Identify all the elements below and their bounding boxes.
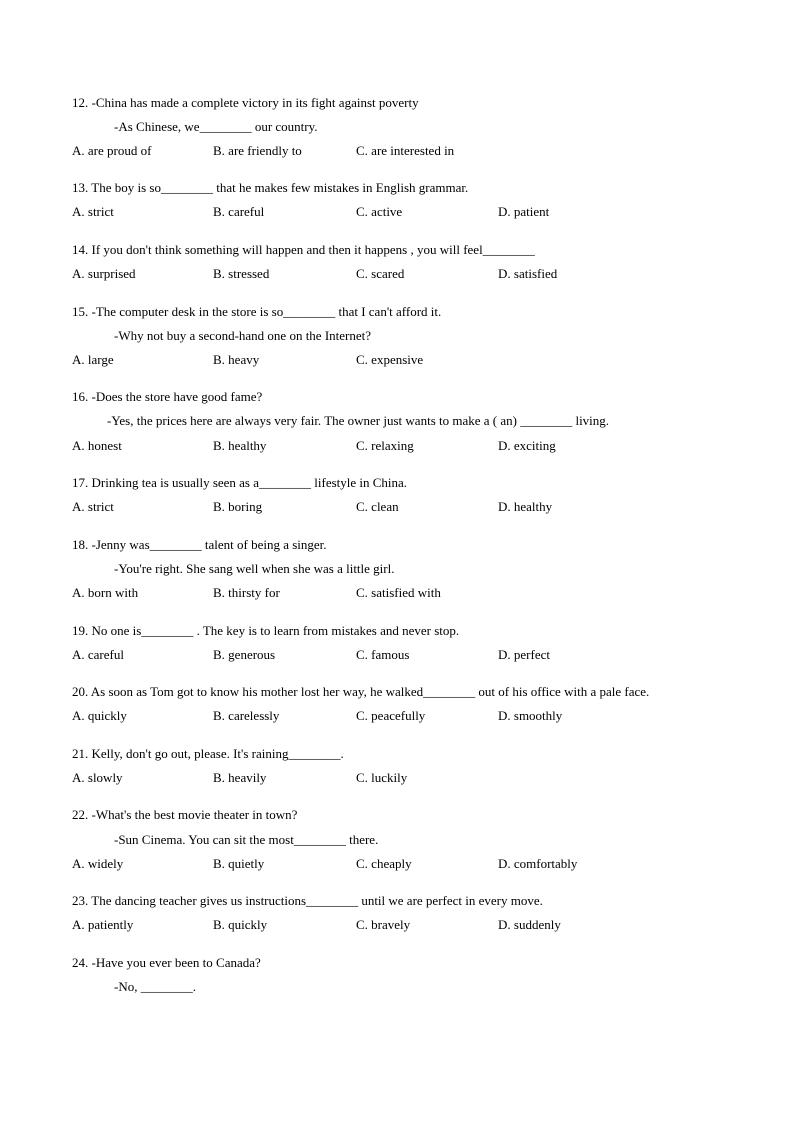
question-20-text: 20. As soon as Tom got to know his mother lost her way, he walked________ out of his office with a pale face. <box>72 684 650 699</box>
option-14-c: C. scared <box>356 266 405 281</box>
option-23-c: C. bravely <box>356 917 411 932</box>
option-17-c: C. clean <box>356 499 399 514</box>
option-21-a: A. slowly <box>72 770 123 785</box>
option-13-d: D. patient <box>498 204 550 219</box>
option-19-b: B. generous <box>213 647 276 662</box>
option-21-c: C. luckily <box>356 770 408 785</box>
question-16-text: 16. -Does the store have good fame? <box>72 389 263 404</box>
option-16-a: A. honest <box>72 438 122 453</box>
option-13-c: C. active <box>356 204 403 219</box>
option-17-b: B. boring <box>213 499 263 514</box>
question-24-reply: -No, ________. <box>114 979 196 994</box>
option-19-a: A. careful <box>72 647 124 662</box>
option-22-d: D. comfortably <box>498 856 578 871</box>
option-19-c: C. famous <box>356 647 410 662</box>
option-20-a: A. quickly <box>72 708 127 723</box>
question-12-reply: -As Chinese, we________ our country. <box>114 119 318 134</box>
option-13-a: A. strict <box>72 204 114 219</box>
option-14-d: D. satisfied <box>498 266 558 281</box>
option-17-d: D. healthy <box>498 499 553 514</box>
option-16-d: D. exciting <box>498 438 556 453</box>
option-16-b: B. healthy <box>213 438 267 453</box>
question-15-reply: -Why not buy a second-hand one on the Internet? <box>114 328 372 343</box>
option-20-c: C. peacefully <box>356 708 426 723</box>
option-22-a: A. widely <box>72 856 124 871</box>
option-17-a: A. strict <box>72 499 114 514</box>
option-14-a: A. surprised <box>72 266 136 281</box>
question-12-text: 12. -China has made a complete victory in its fight against poverty <box>72 95 419 110</box>
option-12-c: C. are interested in <box>356 143 455 158</box>
question-15-text: 15. -The computer desk in the store is so________ that I can't afford it. <box>72 304 442 319</box>
question-18-reply: -You're right. She sang well when she was a little girl. <box>114 561 395 576</box>
option-12-b: B. are friendly to <box>213 143 302 158</box>
option-19-d: D. perfect <box>498 647 550 662</box>
question-21-text: 21. Kelly, don't go out, please. It's raining________. <box>72 746 344 761</box>
question-23-text: 23. The dancing teacher gives us instructions________ until we are perfect in every move. <box>72 893 543 908</box>
question-13-text: 13. The boy is so________ that he makes few mistakes in English grammar. <box>72 180 469 195</box>
option-22-b: B. quietly <box>213 856 265 871</box>
option-15-a: A. large <box>72 352 114 367</box>
option-23-b: B. quickly <box>213 917 268 932</box>
option-18-b: B. thirsty for <box>213 585 280 600</box>
question-22-text: 22. -What's the best movie theater in town? <box>72 807 298 822</box>
option-14-b: B. stressed <box>213 266 270 281</box>
option-21-b: B. heavily <box>213 770 267 785</box>
option-20-b: B. carelessly <box>213 708 280 723</box>
option-23-a: A. patiently <box>72 917 134 932</box>
question-16-reply: -Yes, the prices here are always very fair. The owner just wants to make a ( an) ________ living. <box>107 413 610 428</box>
question-24-text: 24. -Have you ever been to Canada? <box>72 955 261 970</box>
option-15-c: C. expensive <box>356 352 424 367</box>
option-12-a: A. are proud of <box>72 143 152 158</box>
option-15-b: B. heavy <box>213 352 260 367</box>
option-22-c: C. cheaply <box>356 856 412 871</box>
option-16-c: C. relaxing <box>356 438 414 453</box>
option-13-b: B. careful <box>213 204 265 219</box>
question-18-text: 18. -Jenny was________ talent of being a singer. <box>72 537 327 552</box>
question-17-text: 17. Drinking tea is usually seen as a________ lifestyle in China. <box>72 475 408 490</box>
question-14-text: 14. If you don't think something will happen and then it happens , you will feel________ <box>72 242 535 257</box>
question-22-reply: -Sun Cinema. You can sit the most________ there. <box>114 832 379 847</box>
option-23-d: D. suddenly <box>498 917 561 932</box>
option-18-a: A. born with <box>72 585 139 600</box>
question-19-text: 19. No one is________ . The key is to learn from mistakes and never stop. <box>72 623 460 638</box>
option-20-d: D. smoothly <box>498 708 563 723</box>
option-18-c: C. satisfied with <box>356 585 441 600</box>
